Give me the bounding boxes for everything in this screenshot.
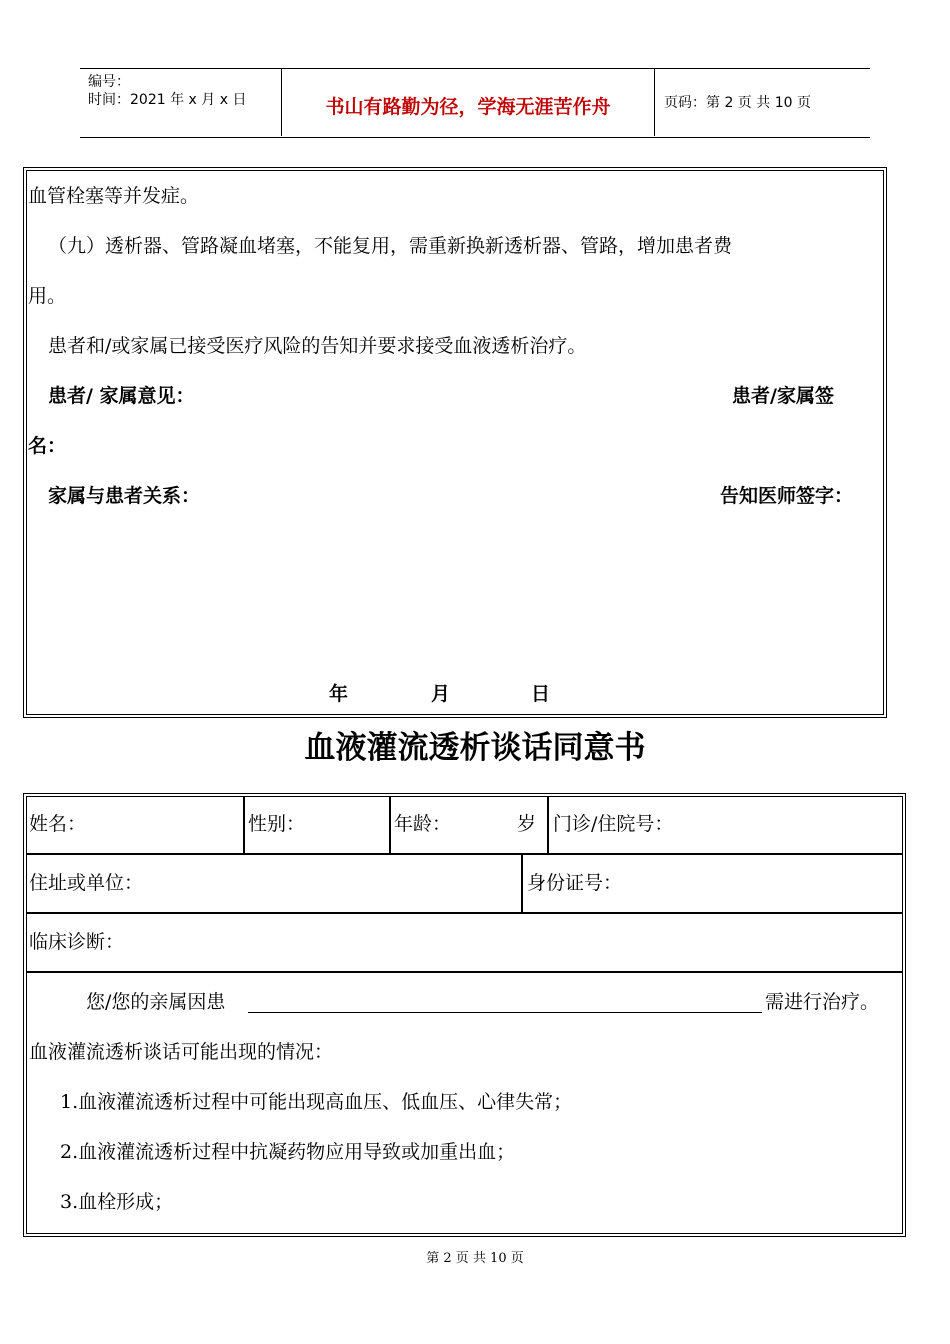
form-table-inner <box>26 796 903 1234</box>
row-divider <box>26 853 903 855</box>
date-day: 日 <box>531 683 551 705</box>
header-motto: 书山有路勤为径，学海无涯苦作舟 <box>325 96 611 118</box>
doc-time-label: 时间：2021 年 x 月 x 日 <box>88 92 247 108</box>
situation-item: 3.血栓形成； <box>60 1191 174 1213</box>
doc-number-label: 编号： <box>88 74 130 90</box>
header-page-info: 页码：第 2 页 共 10 页 <box>664 95 811 111</box>
intro-prefix: 您/您的亲属因患 <box>86 991 226 1013</box>
situation-item: 2.血液灌流透析过程中抗凝药物应用导致或加重出血； <box>60 1141 516 1163</box>
header-divider <box>654 68 655 136</box>
doctor-sign-label: 告知医师签字： <box>720 485 854 507</box>
diagnosis-label: 临床诊断： <box>29 931 125 953</box>
cell-divider <box>389 796 391 854</box>
consent-line: 血管栓塞等并发症。 <box>28 185 200 207</box>
consent-accept-statement: 患者和/或家属已接受医疗风险的告知并要求接受血液透析治疗。 <box>48 335 587 357</box>
cell-divider <box>547 796 549 854</box>
age-unit: 岁 <box>517 813 537 835</box>
gender-label: 性别： <box>248 813 306 835</box>
address-label: 住址或单位： <box>29 872 144 894</box>
name-label: 姓名： <box>29 813 87 835</box>
form-title: 血液灌流透析谈话同意书 <box>304 730 646 766</box>
cell-divider <box>243 796 245 854</box>
situations-heading: 血液灌流透析谈话可能出现的情况： <box>29 1041 334 1063</box>
id-number-label: 身份证号： <box>527 872 623 894</box>
disease-blank-line[interactable] <box>248 1012 762 1013</box>
sign-label-cont: 名： <box>28 435 67 457</box>
consent-item-9: （九）透析器、管路凝血堵塞，不能复用，需重新换新透析器、管路，增加患者费 <box>48 235 733 257</box>
page-footer: 第 2 页 共 10 页 <box>426 1251 524 1266</box>
sign-label: 患者/家属签 <box>732 385 834 407</box>
record-number-label: 门诊/住院号： <box>553 813 674 835</box>
date-month: 月 <box>431 683 451 705</box>
situation-item: 1.血液灌流透析过程中可能出现高血压、低血压、心律失常； <box>60 1091 573 1113</box>
row-divider <box>26 912 903 914</box>
opinion-label: 患者/ 家属意见： <box>48 385 195 407</box>
date-year: 年 <box>329 683 349 705</box>
row-divider <box>26 971 903 973</box>
cell-divider <box>521 854 523 913</box>
age-label: 年龄： <box>394 813 452 835</box>
intro-suffix: 需进行治疗。 <box>765 991 880 1013</box>
relation-label: 家属与患者关系： <box>48 485 201 507</box>
consent-item-9-cont: 用。 <box>28 285 67 307</box>
